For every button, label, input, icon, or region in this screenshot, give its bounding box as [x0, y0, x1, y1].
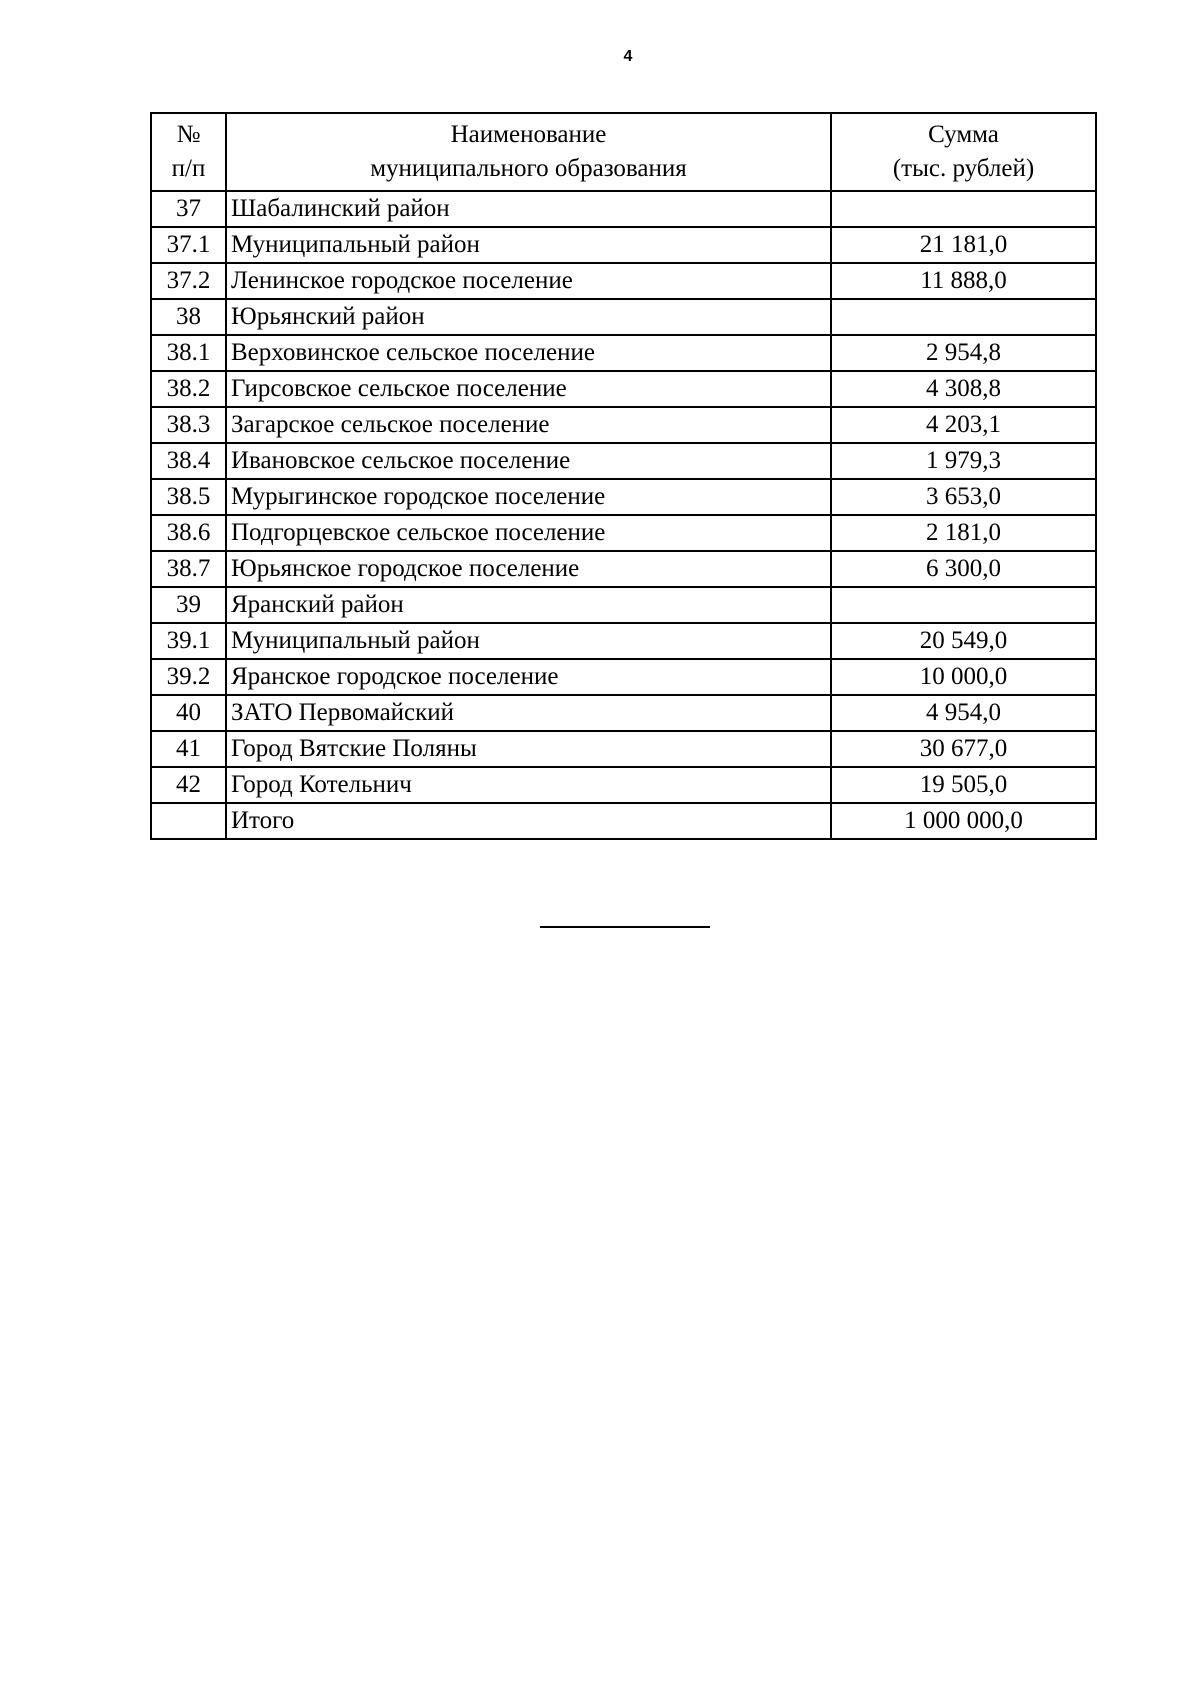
table-row [151, 191, 1096, 227]
row-number: 38.5 [151, 479, 226, 515]
row-sum [831, 299, 1096, 335]
header-name [226, 113, 831, 191]
row-number: 37 [151, 191, 226, 227]
header-sum-line2: (тыс. рублей) [892, 155, 1035, 182]
row-name: Город Вятские Поляны [226, 731, 831, 767]
row-sum: 4 308,8 [831, 371, 1096, 407]
row-sum: 11 888,0 [831, 263, 1096, 299]
row-number: 41 [151, 731, 226, 767]
table-row [151, 731, 1096, 767]
row-name: Верховинское сельское поселение [226, 335, 831, 371]
row-name: Муниципальный район [226, 227, 831, 263]
row-name: Шабалинский район [226, 191, 831, 227]
row-number: 38.3 [151, 407, 226, 443]
row-sum [831, 587, 1096, 623]
table-row [151, 767, 1096, 803]
table-row [151, 335, 1096, 371]
header-number-line2: п/п [171, 155, 206, 182]
table-row [151, 587, 1096, 623]
row-sum: 21 181,0 [831, 227, 1096, 263]
row-number: 37.1 [151, 227, 226, 263]
table-row [151, 407, 1096, 443]
header-sum-line1: Сумма [928, 121, 999, 148]
row-sum: 6 300,0 [831, 551, 1096, 587]
table-row [151, 623, 1096, 659]
table-row [151, 695, 1096, 731]
table-row [151, 443, 1096, 479]
row-number: 39.2 [151, 659, 226, 695]
row-number: 40 [151, 695, 226, 731]
table-header-row [151, 113, 1096, 191]
row-name: Подгорцевское сельское поселение [226, 515, 831, 551]
row-sum: 4 954,0 [831, 695, 1096, 731]
table-row [151, 551, 1096, 587]
row-number: 38.6 [151, 515, 226, 551]
row-number: 39.1 [151, 623, 226, 659]
total-label: Итого [226, 803, 831, 839]
row-sum: 1 979,3 [831, 443, 1096, 479]
row-name: Ленинское городское поселение [226, 263, 831, 299]
row-name: Мурыгинское городское поселение [226, 479, 831, 515]
row-name: Яранское городское поселение [226, 659, 831, 695]
header-number [151, 113, 226, 191]
row-number: 39 [151, 587, 226, 623]
row-name: Муниципальный район [226, 623, 831, 659]
table-row [151, 515, 1096, 551]
row-sum: 3 653,0 [831, 479, 1096, 515]
row-number: 42 [151, 767, 226, 803]
header-name-line2: муниципального образования [370, 155, 687, 182]
page-number: 4 [623, 48, 633, 65]
row-name: Ивановское сельское поселение [226, 443, 831, 479]
total-number [151, 803, 226, 839]
table-row [151, 263, 1096, 299]
row-name: Гирсовское сельское поселение [226, 371, 831, 407]
row-number: 38.2 [151, 371, 226, 407]
row-sum: 2 954,8 [831, 335, 1096, 371]
table-row [151, 227, 1096, 263]
row-name: Юрьянское городское поселение [226, 551, 831, 587]
header-name-line1: Наименование [450, 121, 607, 148]
row-name: Яранский район [226, 587, 831, 623]
row-number: 37.2 [151, 263, 226, 299]
row-sum: 4 203,1 [831, 407, 1096, 443]
row-name: Юрьянский район [226, 299, 831, 335]
row-number: 38.7 [151, 551, 226, 587]
row-name: Город Котельнич [226, 767, 831, 803]
end-divider [540, 926, 710, 928]
row-number: 38 [151, 299, 226, 335]
row-sum: 10 000,0 [831, 659, 1096, 695]
table-row [151, 299, 1096, 335]
table-total-row [151, 803, 1096, 839]
table-row [151, 479, 1096, 515]
allocation-table [150, 112, 1097, 840]
table-row [151, 371, 1096, 407]
total-sum: 1 000 000,0 [831, 803, 1096, 839]
row-number: 38.1 [151, 335, 226, 371]
header-sum [831, 113, 1096, 191]
header-number-line1: № [176, 121, 201, 148]
row-sum: 30 677,0 [831, 731, 1096, 767]
row-sum: 20 549,0 [831, 623, 1096, 659]
row-sum: 19 505,0 [831, 767, 1096, 803]
row-name: ЗАТО Первомайский [226, 695, 831, 731]
row-sum [831, 191, 1096, 227]
table-row [151, 659, 1096, 695]
row-sum: 2 181,0 [831, 515, 1096, 551]
row-number: 38.4 [151, 443, 226, 479]
row-name: Загарское сельское поселение [226, 407, 831, 443]
